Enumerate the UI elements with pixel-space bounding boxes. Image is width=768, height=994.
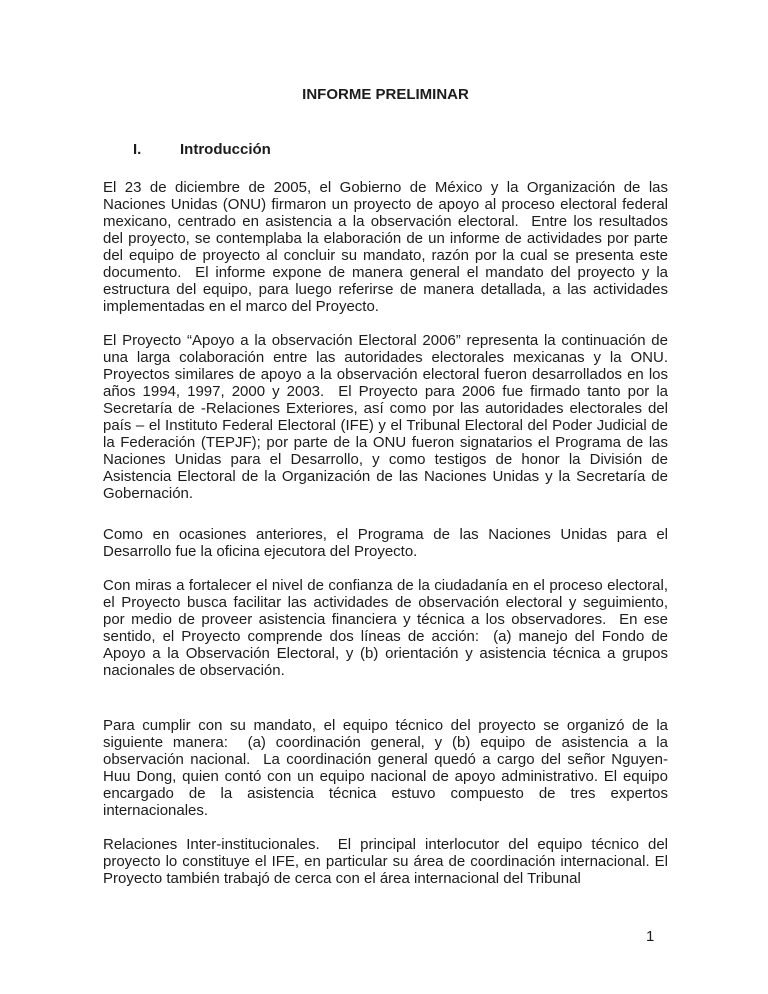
paragraph-1: El 23 de diciembre de 2005, el Gobierno de México y la Organización de las Naciones Unidas (ONU) firmaron un proyecto de apoyo al proceso electoral federal mexicano, centrado en asistencia a la observación electoral. Entre los resultados del proyecto, se contemplaba la elaboración de un informe de actividades por parte del equipo de proyecto al concluir su mandato, razón por la cual se presenta este documento. El informe expone de manera general el mandato del proyecto y la estructura del equipo, para luego referirse de manera detallada, a las actividades implementadas en el marco del Proyecto. [103, 179, 673, 315]
section-title: Introducción [180, 141, 271, 158]
paragraph-5: Para cumplir con su mandato, el equipo técnico del proyecto se organizó de la siguiente manera: (a) coordinación general, y (b) equipo de asistencia a la observación nacional. La coordinación general quedó a cargo del señor Nguyen-Huu Dong, quien contó con un equipo nacional de apoyo administrativo. El equipo encargado de la asistencia técnica estuvo compuesto de tres expertos internacionales. [103, 717, 673, 819]
document-title: INFORME PRELIMINAR [302, 86, 469, 103]
paragraph-4: Con miras a fortalecer el nivel de confianza de la ciudadanía en el proceso electoral, el Proyecto busca facilitar las actividades de observación electoral y seguimiento, por medio de proveer asistencia financiera y técnica a los observadores. En ese sentido, el Proyecto comprende dos líneas de acción: (a) manejo del Fondo de Apoyo a la Observación Electoral, y (b) orientación y asistencia técnica a grupos nacionales de observación. [103, 577, 673, 679]
paragraph-6: Relaciones Inter-institucionales. El principal interlocutor del equipo técnico del proyecto lo constituye el IFE, en particular su área de coordinación internacional. El Proyecto también trabajó de cerca con el área internacional del Tribunal [103, 836, 673, 887]
section-heading-introduccion [103, 141, 668, 158]
document-content [103, 0, 673, 887]
page-number: 1 [646, 928, 655, 945]
paragraph-2: El Proyecto “Apoyo a la observación Electoral 2006” representa la continuación de una larga colaboración entre las autoridades electorales mexicanas y la ONU. Proyectos similares de apoyo a la observación electoral fueron desarrollados en los años 1994, 1997, 2000 y 2003. El Proyecto para 2006 fue firmado tanto por la Secretaría de -Relaciones Exteriores, así como por las autoridades electorales del país – el Instituto Federal Electoral (IFE) y el Tribunal Electoral del Poder Judicial de la Federación (TEPJF); por parte de la ONU fueron signatarios el Programa de las Naciones Unidas para el Desarrollo, y como testigos de honor la División de Asistencia Electoral de la Organización de las Naciones Unidas y la Secretaría de Gobernación. [103, 332, 673, 502]
paragraph-3: Como en ocasiones anteriores, el Programa de las Naciones Unidas para el Desarrollo fue la oficina ejecutora del Proyecto. [103, 526, 673, 560]
section-number: I. [133, 141, 142, 158]
